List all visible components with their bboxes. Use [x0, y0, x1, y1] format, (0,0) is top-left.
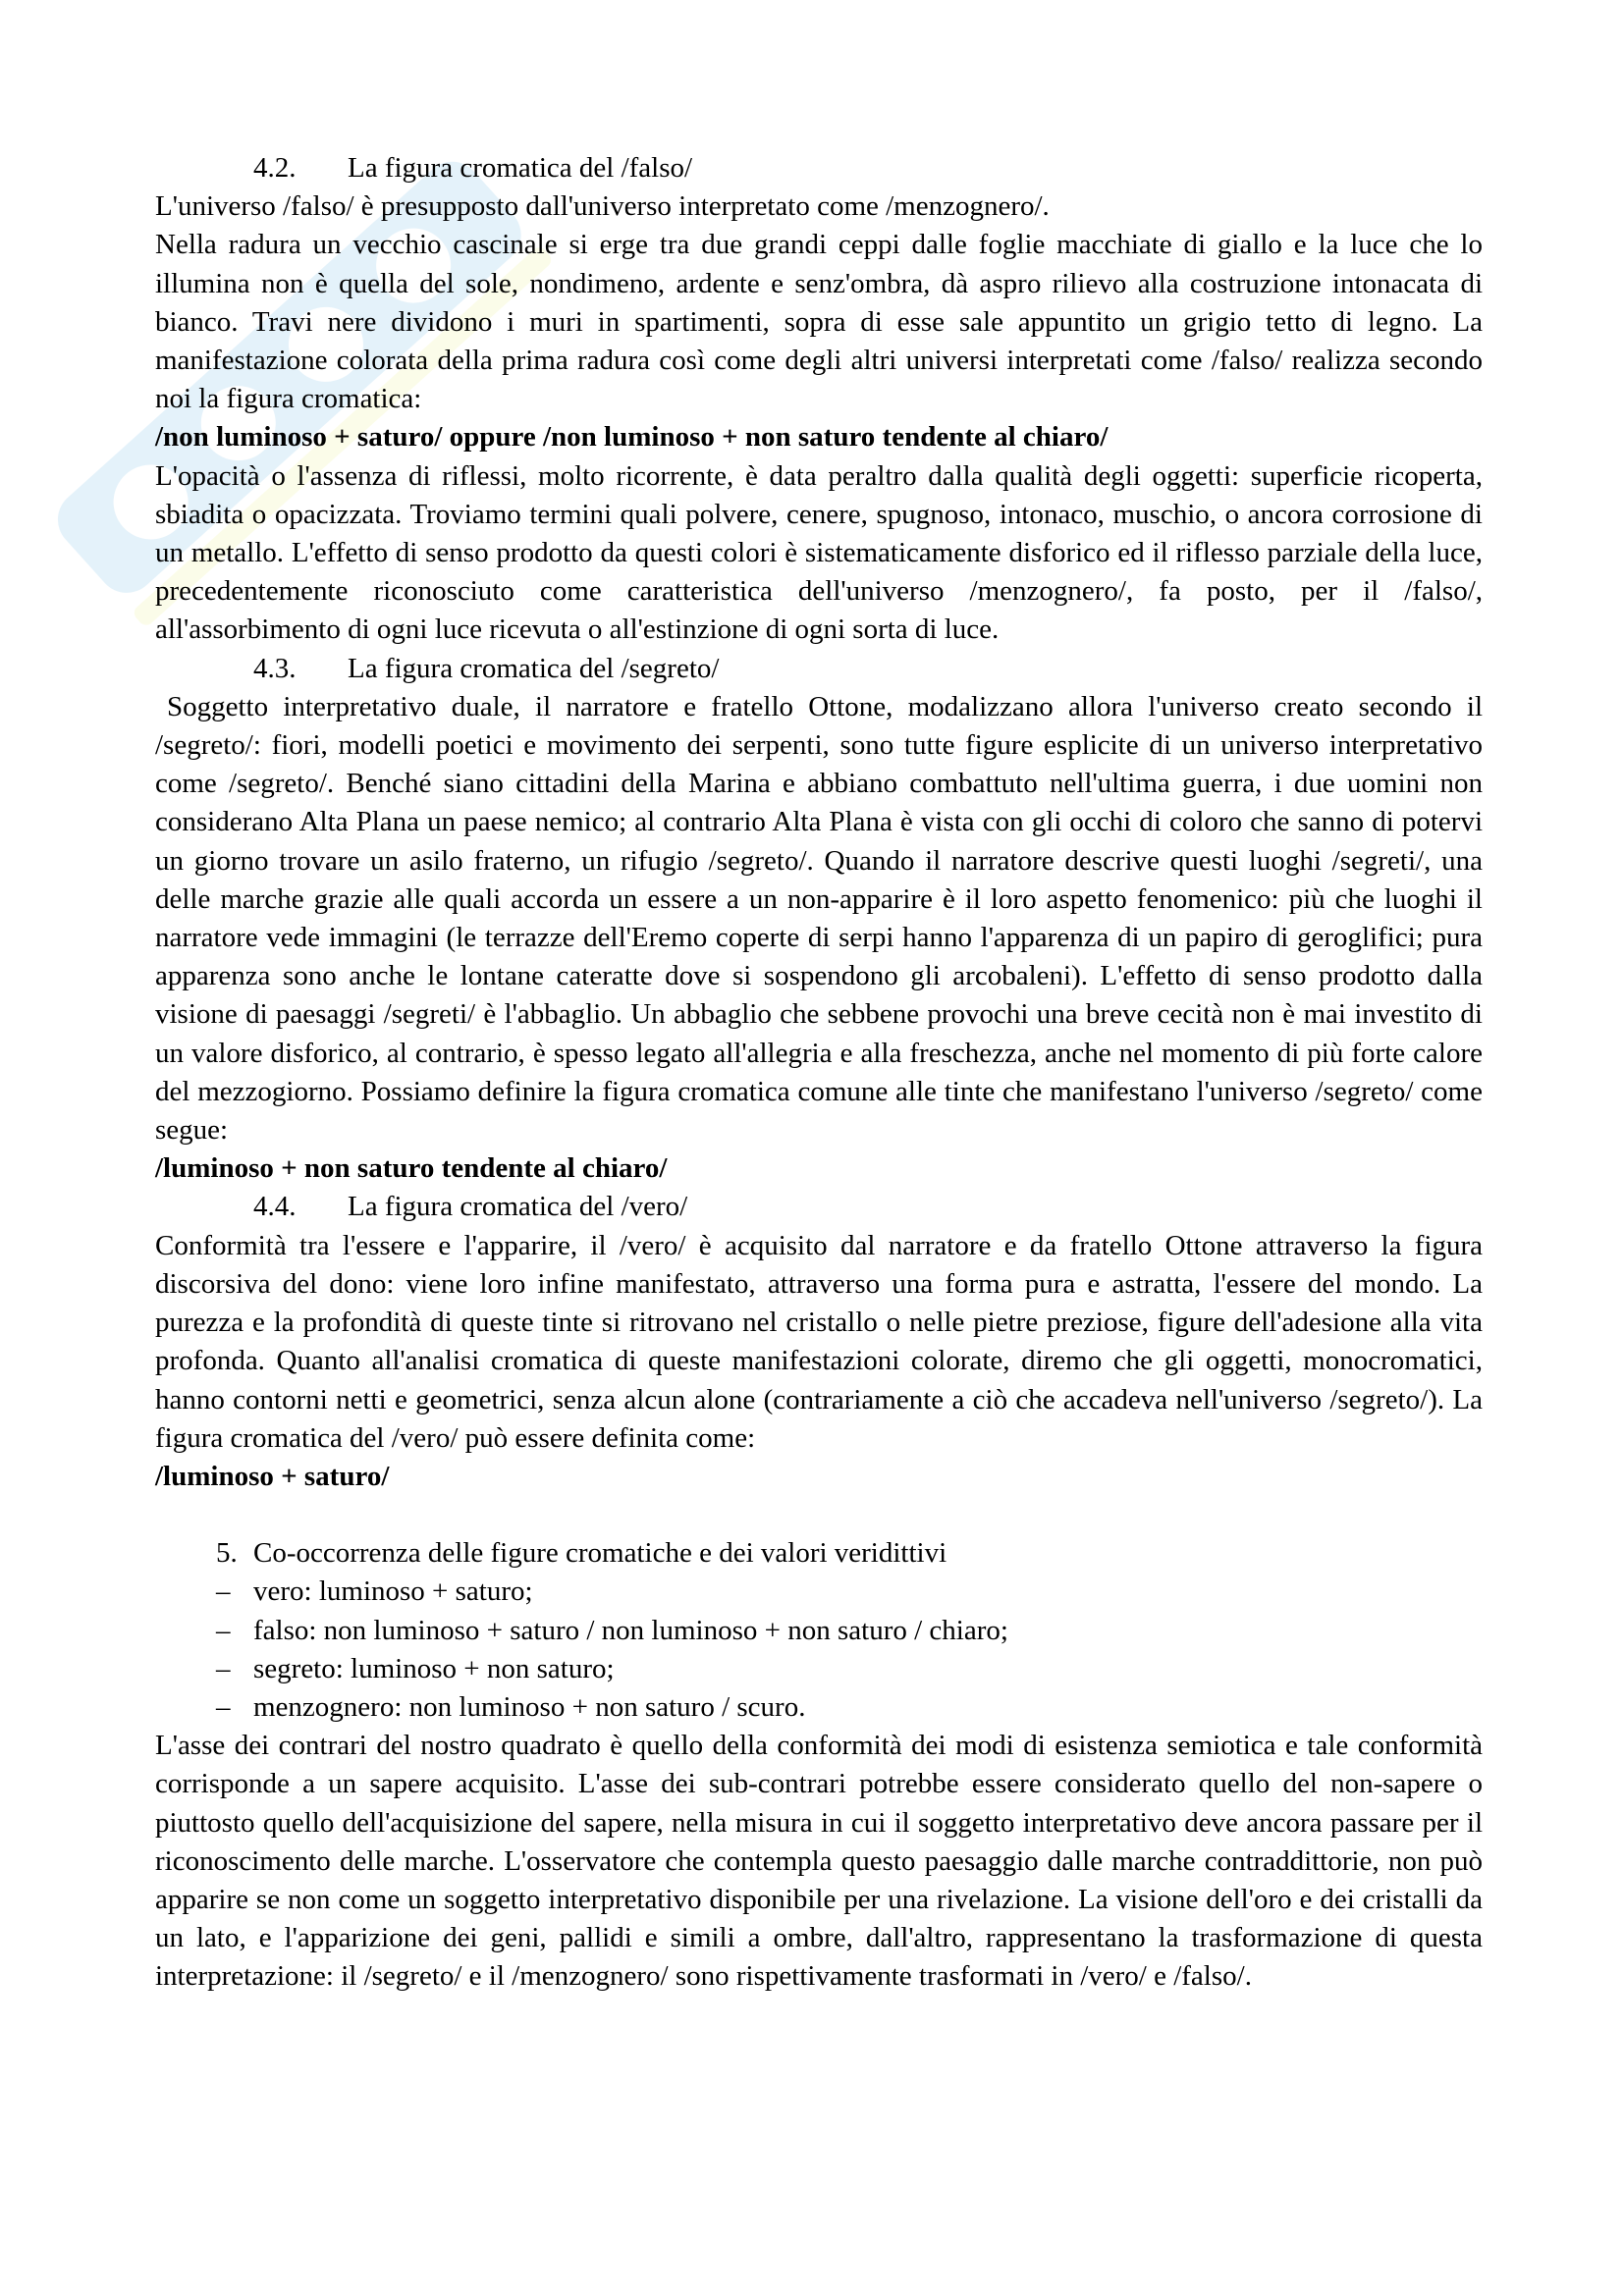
dash-bullet: – — [216, 1575, 231, 1608]
spacer — [155, 1496, 1483, 1534]
paragraph: L'asse dei contrari del nostro quadrato è quello della conformità dei modi di esistenza semiotica e tale conformità corrisponde a un sapere acquisito. L'asse dei sub-contrari potrebbe essere considerato quello del non-sapere o piuttosto quello dell'acquisizione del sapere, nella misura in cui il soggetto interpretativo deve ancora passare per il riconoscimento delle marche. L'osservatore che contempla questo paesaggio dalle marche contraddittorie, non può apparire se non come un soggetto interpretativo disponibile per una rivelazione. La visione dell'oro e dei cristalli da un lato, e l'apparizione dei geni, pallidi e simili a ombre, dall'altro, rappresentano la trasformazione di questa interpretazione: il /segreto/ e il /menzognero/ sono rispettivamente trasformati in /vero/ e /falso/. — [155, 1730, 1483, 1993]
list-item — [155, 1573, 1483, 1611]
section-heading-4-3 — [155, 650, 1483, 688]
section-heading-4-4 — [155, 1188, 1483, 1226]
chromatic-formula: /luminoso + saturo/ — [155, 1460, 390, 1492]
chromatic-formula: /non luminoso + saturo/ oppure /non luminoso + non saturo tendente al chiaro/ — [155, 421, 1109, 454]
veridictive-list — [155, 1573, 1483, 1727]
section-heading-5 — [155, 1534, 1483, 1573]
intro-line: L'universo /falso/ è presupposto dall'universo interpretato come /menzognero/. — [155, 190, 1050, 223]
paragraph: Conformità tra l'essere e l'apparire, il /vero/ è acquisito dal narratore e da fratello Ottone attraverso la figura discorsiva del dono: viene loro infine manifestato, attraverso una forma pura e astratta, l'essere del mondo. La purezza e la profondità di queste tinte si ritrovano nel cristallo o nelle pietre preziose, figure dell'adesione alla vita profonda. Quanto all'analisi cromatica di queste manifestazioni colorate, diremo che gli oggetti, monocromatici, hanno contorni netti e geometrici, senza alcun alone (contrariamente a ciò che accadeva nell'universo /segreto/). La figura cromatica del /vero/ può essere definita come: — [155, 1229, 1483, 1454]
section-title: Co-occorrenza delle figure cromatiche e dei valori veridittivi — [253, 1537, 947, 1570]
chromatic-formula: /luminoso + non saturo tendente al chiaro/ — [155, 1152, 668, 1185]
section-number: 5. — [216, 1537, 238, 1570]
paragraph: Soggetto interpretativo duale, il narratore e fratello Ottone, modalizzano allora l'universo creato secondo il /segreto/: fiori, modelli poetici e movimento dei serpenti, sono tutte figure esplicite di un universo interpretativo come /segreto/. Benché siano cittadini della Marina e abbiano combattuto nell'ultima guerra, i due uomini non considerano Alta Plana un paese nemico; al contrario Alta Plana è vista con gli occhi di coloro che sanno di potervi un giorno trovare un asilo fraterno, un rifugio /segreto/. Quando il narratore descrive questi luoghi /segreti/, una delle marche grazie alle quali accorda un essere a un non-apparire è il loro aspetto fenomenico: più che luoghi il narratore vede immagini (le terrazze dell'Eremo coperte di serpi hanno l'apparenza di un papiro di geroglifici; pura apparenza sono anche le lontane cateratte dove si sospendono gli arcobaleni). L'effetto di senso prodotto dalla visione di paesaggi /segreti/ è l'abbaglio. Un abbaglio che sebbene provochi una breve cecità non è mai investito di un valore disforico, al contrario, è spesso legato all'allegria e alla freschezza, anche nel momento di più forte calore del mezzogiorno. Possiamo definire la figura cromatica comune alle tinte che manifestano l'universo /segreto/ come segue: — [155, 690, 1483, 1147]
dash-bullet: – — [216, 1614, 231, 1646]
paragraph: Nella radura un vecchio cascinale si erge tra due grandi ceppi dalle foglie macchiate di giallo e la luce che lo illumina non è quella del sole, nondimeno, ardente e senz'ombra, dà aspro rilievo alla costruzione intonacata di bianco. Travi nere dividono i muri in spartimenti, sopra di esse sale appuntito un grigio tetto di legno. La manifestazione colorata della prima radura così come degli altri universi interpretati come /falso/ realizza secondo noi la figura cromatica: — [155, 229, 1483, 415]
section-title: La figura cromatica del /segreto/ — [348, 652, 720, 684]
list-item — [155, 1612, 1483, 1650]
list-item — [155, 1688, 1483, 1727]
section-number: 4.3. — [253, 652, 297, 684]
list-item-text: vero: luminoso + saturo; — [253, 1575, 533, 1608]
list-item-text: segreto: luminoso + non saturo; — [253, 1652, 615, 1684]
list-item-text: falso: non luminoso + saturo / non luminoso + non saturo / chiaro; — [253, 1614, 1008, 1646]
list-item — [155, 1650, 1483, 1688]
document-body — [155, 149, 1483, 1997]
section-heading-4-2 — [155, 149, 1483, 187]
list-item-text: menzognero: non luminoso + non saturo / scuro. — [253, 1690, 806, 1723]
section-title: La figura cromatica del /vero/ — [348, 1191, 688, 1223]
dash-bullet: – — [216, 1690, 231, 1723]
section-number: 4.2. — [253, 152, 297, 184]
paragraph: L'opacità o l'assenza di riflessi, molto ricorrente, è data peraltro dalla qualità degli oggetti: superficie ricoperta, sbiadita o opacizzata. Troviamo termini quali polvere, cenere, spugnoso, intonaco, muschio, o ancora corrosione di un metallo. L'effetto di senso prodotto da questi colori è sistematicamente disforico ed il riflesso parziale della luce, precedentemente riconosciuto come caratteristica dell'universo /menzognero/, fa posto, per il /falso/, all'assorbimento di ogni luce ricevuta o all'estinzione di ogni sorta di luce. — [155, 459, 1483, 646]
section-number: 4.4. — [253, 1191, 297, 1223]
section-title: La figura cromatica del /falso/ — [348, 152, 693, 184]
dash-bullet: – — [216, 1652, 231, 1684]
